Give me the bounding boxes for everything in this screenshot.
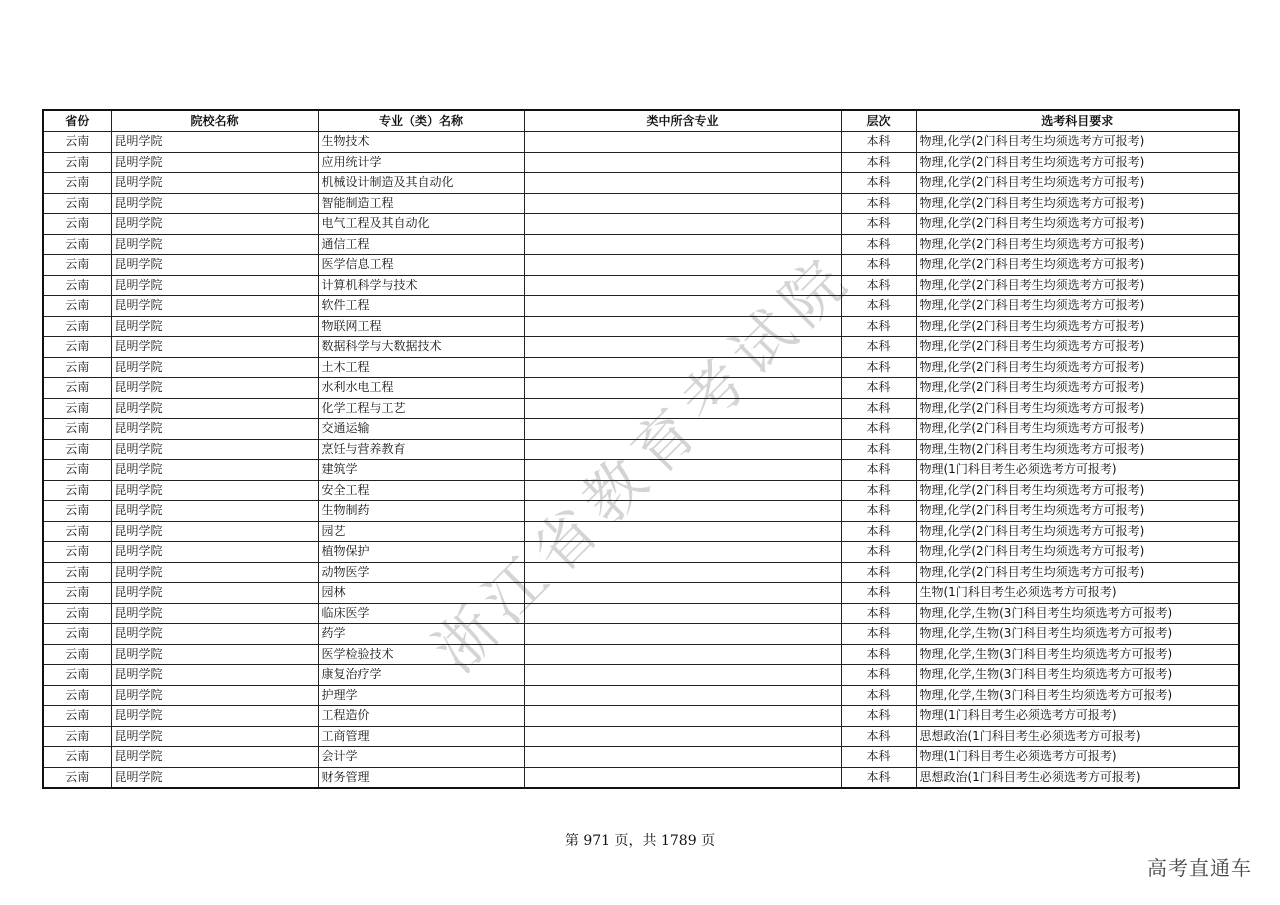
cell-province: 云南 xyxy=(43,685,111,706)
cell-province: 云南 xyxy=(43,706,111,727)
cell-sub-majors xyxy=(524,583,841,604)
cell-province: 云南 xyxy=(43,193,111,214)
cell-major: 建筑学 xyxy=(318,460,524,481)
table-row xyxy=(43,398,1239,419)
cell-level: 本科 xyxy=(841,132,916,153)
cell-sub-majors xyxy=(524,624,841,645)
cell-major: 生物技术 xyxy=(318,132,524,153)
table-row xyxy=(43,480,1239,501)
cell-major: 土木工程 xyxy=(318,357,524,378)
cell-sub-majors xyxy=(524,460,841,481)
cell-major: 水利水电工程 xyxy=(318,378,524,399)
cell-province: 云南 xyxy=(43,439,111,460)
cell-major: 财务管理 xyxy=(318,767,524,788)
cell-subject-requirement: 物理,化学,生物(3门科目考生均须选考方可报考) xyxy=(916,644,1239,665)
cell-province: 云南 xyxy=(43,214,111,235)
cell-province: 云南 xyxy=(43,665,111,686)
cell-subject-requirement: 物理,化学(2门科目考生均须选考方可报考) xyxy=(916,173,1239,194)
cell-province: 云南 xyxy=(43,726,111,747)
cell-sub-majors xyxy=(524,562,841,583)
cell-province: 云南 xyxy=(43,173,111,194)
cell-school: 昆明学院 xyxy=(111,706,318,727)
cell-major: 安全工程 xyxy=(318,480,524,501)
cell-subject-requirement: 物理,化学(2门科目考生均须选考方可报考) xyxy=(916,378,1239,399)
table-row xyxy=(43,132,1239,153)
cell-major: 园艺 xyxy=(318,521,524,542)
cell-school: 昆明学院 xyxy=(111,255,318,276)
cell-sub-majors xyxy=(524,173,841,194)
table-row xyxy=(43,501,1239,522)
cell-province: 云南 xyxy=(43,296,111,317)
cell-sub-majors xyxy=(524,767,841,788)
cell-province: 云南 xyxy=(43,501,111,522)
cell-subject-requirement: 物理,化学(2门科目考生均须选考方可报考) xyxy=(916,501,1239,522)
cell-subject-requirement: 物理,化学(2门科目考生均须选考方可报考) xyxy=(916,480,1239,501)
cell-sub-majors xyxy=(524,706,841,727)
table-row xyxy=(43,460,1239,481)
cell-level: 本科 xyxy=(841,767,916,788)
cell-subject-requirement: 物理,化学(2门科目考生均须选考方可报考) xyxy=(916,562,1239,583)
cell-school: 昆明学院 xyxy=(111,501,318,522)
cell-school: 昆明学院 xyxy=(111,624,318,645)
cell-level: 本科 xyxy=(841,296,916,317)
cell-major: 工程造价 xyxy=(318,706,524,727)
cell-major: 物联网工程 xyxy=(318,316,524,337)
cell-major: 通信工程 xyxy=(318,234,524,255)
table-row xyxy=(43,296,1239,317)
cell-subject-requirement: 物理,化学(2门科目考生均须选考方可报考) xyxy=(916,275,1239,296)
cell-school: 昆明学院 xyxy=(111,521,318,542)
cell-province: 云南 xyxy=(43,337,111,358)
cell-level: 本科 xyxy=(841,624,916,645)
cell-level: 本科 xyxy=(841,480,916,501)
table-row xyxy=(43,665,1239,686)
cell-sub-majors xyxy=(524,542,841,563)
cell-sub-majors xyxy=(524,480,841,501)
cell-subject-requirement: 物理,化学(2门科目考生均须选考方可报考) xyxy=(916,398,1239,419)
cell-level: 本科 xyxy=(841,603,916,624)
table-row xyxy=(43,337,1239,358)
watermark: 浙江省教育考试院 xyxy=(420,240,867,687)
cell-level: 本科 xyxy=(841,275,916,296)
cell-school: 昆明学院 xyxy=(111,439,318,460)
cell-major: 化学工程与工艺 xyxy=(318,398,524,419)
cell-subject-requirement: 物理,化学(2门科目考生均须选考方可报考) xyxy=(916,132,1239,153)
cell-major: 医学信息工程 xyxy=(318,255,524,276)
cell-school: 昆明学院 xyxy=(111,357,318,378)
cell-school: 昆明学院 xyxy=(111,193,318,214)
cell-school: 昆明学院 xyxy=(111,132,318,153)
cell-major: 智能制造工程 xyxy=(318,193,524,214)
cell-province: 云南 xyxy=(43,275,111,296)
cell-province: 云南 xyxy=(43,562,111,583)
cell-subject-requirement: 物理,化学(2门科目考生均须选考方可报考) xyxy=(916,337,1239,358)
cell-school: 昆明学院 xyxy=(111,726,318,747)
cell-subject-requirement: 物理,化学,生物(3门科目考生均须选考方可报考) xyxy=(916,665,1239,686)
cell-subject-requirement: 物理,化学,生物(3门科目考生均须选考方可报考) xyxy=(916,624,1239,645)
cell-subject-requirement: 物理,化学(2门科目考生均须选考方可报考) xyxy=(916,419,1239,440)
cell-level: 本科 xyxy=(841,234,916,255)
cell-school: 昆明学院 xyxy=(111,665,318,686)
cell-school: 昆明学院 xyxy=(111,480,318,501)
cell-level: 本科 xyxy=(841,583,916,604)
cell-major: 护理学 xyxy=(318,685,524,706)
cell-province: 云南 xyxy=(43,460,111,481)
cell-sub-majors xyxy=(524,726,841,747)
cell-sub-majors xyxy=(524,378,841,399)
table-row xyxy=(43,316,1239,337)
cell-sub-majors xyxy=(524,439,841,460)
header-school: 院校名称 xyxy=(111,110,318,132)
cell-school: 昆明学院 xyxy=(111,767,318,788)
cell-subject-requirement: 物理,化学,生物(3门科目考生均须选考方可报考) xyxy=(916,603,1239,624)
table-row xyxy=(43,378,1239,399)
cell-major: 园林 xyxy=(318,583,524,604)
cell-province: 云南 xyxy=(43,357,111,378)
cell-province: 云南 xyxy=(43,480,111,501)
cell-sub-majors xyxy=(524,132,841,153)
table-row xyxy=(43,767,1239,788)
cell-major: 机械设计制造及其自动化 xyxy=(318,173,524,194)
cell-level: 本科 xyxy=(841,316,916,337)
cell-school: 昆明学院 xyxy=(111,378,318,399)
cell-province: 云南 xyxy=(43,255,111,276)
cell-sub-majors xyxy=(524,296,841,317)
cell-level: 本科 xyxy=(841,152,916,173)
cell-sub-majors xyxy=(524,337,841,358)
cell-sub-majors xyxy=(524,275,841,296)
header-major: 专业（类）名称 xyxy=(318,110,524,132)
table-row xyxy=(43,726,1239,747)
cell-subject-requirement: 物理,化学(2门科目考生均须选考方可报考) xyxy=(916,296,1239,317)
cell-major: 康复治疗学 xyxy=(318,665,524,686)
table-row xyxy=(43,624,1239,645)
table-row xyxy=(43,255,1239,276)
table-row xyxy=(43,275,1239,296)
table-row xyxy=(43,583,1239,604)
cell-level: 本科 xyxy=(841,214,916,235)
cell-level: 本科 xyxy=(841,665,916,686)
cell-major: 动物医学 xyxy=(318,562,524,583)
cell-subject-requirement: 物理,化学(2门科目考生均须选考方可报考) xyxy=(916,214,1239,235)
cell-province: 云南 xyxy=(43,152,111,173)
cell-major: 工商管理 xyxy=(318,726,524,747)
cell-level: 本科 xyxy=(841,706,916,727)
cell-subject-requirement: 物理,化学(2门科目考生均须选考方可报考) xyxy=(916,255,1239,276)
cell-subject-requirement: 思想政治(1门科目考生必须选考方可报考) xyxy=(916,767,1239,788)
page-number: 第 971 页，共 1789 页 xyxy=(564,833,716,849)
cell-major: 医学检验技术 xyxy=(318,644,524,665)
cell-subject-requirement: 物理,化学(2门科目考生均须选考方可报考) xyxy=(916,234,1239,255)
cell-level: 本科 xyxy=(841,644,916,665)
cell-sub-majors xyxy=(524,501,841,522)
cell-sub-majors xyxy=(524,193,841,214)
cell-school: 昆明学院 xyxy=(111,562,318,583)
cell-subject-requirement: 生物(1门科目考生必须选考方可报考) xyxy=(916,583,1239,604)
cell-sub-majors xyxy=(524,214,841,235)
cell-major: 生物制药 xyxy=(318,501,524,522)
cell-province: 云南 xyxy=(43,378,111,399)
cell-province: 云南 xyxy=(43,542,111,563)
cell-school: 昆明学院 xyxy=(111,747,318,768)
cell-school: 昆明学院 xyxy=(111,173,318,194)
table-row xyxy=(43,173,1239,194)
cell-sub-majors xyxy=(524,316,841,337)
cell-school: 昆明学院 xyxy=(111,644,318,665)
cell-province: 云南 xyxy=(43,132,111,153)
header-subject-requirement: 选考科目要求 xyxy=(916,110,1239,132)
cell-school: 昆明学院 xyxy=(111,603,318,624)
cell-major: 电气工程及其自动化 xyxy=(318,214,524,235)
table-row xyxy=(43,193,1239,214)
cell-province: 云南 xyxy=(43,521,111,542)
brand-logo-text: 高考直通车 xyxy=(1147,856,1252,880)
cell-subject-requirement: 思想政治(1门科目考生必须选考方可报考) xyxy=(916,726,1239,747)
cell-school: 昆明学院 xyxy=(111,296,318,317)
cell-level: 本科 xyxy=(841,726,916,747)
cell-major: 会计学 xyxy=(318,747,524,768)
table-row xyxy=(43,562,1239,583)
cell-school: 昆明学院 xyxy=(111,685,318,706)
cell-school: 昆明学院 xyxy=(111,398,318,419)
cell-school: 昆明学院 xyxy=(111,152,318,173)
table-row xyxy=(43,152,1239,173)
table-row xyxy=(43,521,1239,542)
cell-level: 本科 xyxy=(841,460,916,481)
cell-school: 昆明学院 xyxy=(111,419,318,440)
cell-province: 云南 xyxy=(43,316,111,337)
cell-subject-requirement: 物理,化学(2门科目考生均须选考方可报考) xyxy=(916,357,1239,378)
cell-school: 昆明学院 xyxy=(111,316,318,337)
cell-level: 本科 xyxy=(841,193,916,214)
cell-subject-requirement: 物理,生物(2门科目考生均须选考方可报考) xyxy=(916,439,1239,460)
cell-sub-majors xyxy=(524,747,841,768)
cell-major: 烹饪与营养教育 xyxy=(318,439,524,460)
cell-province: 云南 xyxy=(43,603,111,624)
cell-level: 本科 xyxy=(841,542,916,563)
cell-level: 本科 xyxy=(841,398,916,419)
cell-school: 昆明学院 xyxy=(111,234,318,255)
table-header-row xyxy=(43,110,1239,132)
cell-school: 昆明学院 xyxy=(111,583,318,604)
cell-level: 本科 xyxy=(841,419,916,440)
table-row xyxy=(43,747,1239,768)
cell-subject-requirement: 物理,化学,生物(3门科目考生均须选考方可报考) xyxy=(916,685,1239,706)
cell-sub-majors xyxy=(524,234,841,255)
cell-subject-requirement: 物理,化学(2门科目考生均须选考方可报考) xyxy=(916,521,1239,542)
cell-major: 药学 xyxy=(318,624,524,645)
cell-province: 云南 xyxy=(43,767,111,788)
cell-level: 本科 xyxy=(841,747,916,768)
cell-sub-majors xyxy=(524,357,841,378)
header-sub-majors: 类中所含专业 xyxy=(524,110,841,132)
cell-sub-majors xyxy=(524,419,841,440)
cell-sub-majors xyxy=(524,521,841,542)
cell-sub-majors xyxy=(524,152,841,173)
cell-province: 云南 xyxy=(43,644,111,665)
cell-school: 昆明学院 xyxy=(111,460,318,481)
cell-sub-majors xyxy=(524,644,841,665)
cell-major: 交通运输 xyxy=(318,419,524,440)
cell-province: 云南 xyxy=(43,234,111,255)
cell-subject-requirement: 物理(1门科目考生必须选考方可报考) xyxy=(916,747,1239,768)
cell-sub-majors xyxy=(524,398,841,419)
cell-major: 应用统计学 xyxy=(318,152,524,173)
table-row xyxy=(43,357,1239,378)
cell-subject-requirement: 物理,化学(2门科目考生均须选考方可报考) xyxy=(916,152,1239,173)
cell-sub-majors xyxy=(524,255,841,276)
cell-major: 数据科学与大数据技术 xyxy=(318,337,524,358)
admission-requirements-table xyxy=(42,109,1240,789)
table-row xyxy=(43,542,1239,563)
cell-sub-majors xyxy=(524,603,841,624)
cell-province: 云南 xyxy=(43,583,111,604)
cell-subject-requirement: 物理(1门科目考生必须选考方可报考) xyxy=(916,460,1239,481)
cell-school: 昆明学院 xyxy=(111,542,318,563)
header-level: 层次 xyxy=(841,110,916,132)
cell-subject-requirement: 物理,化学(2门科目考生均须选考方可报考) xyxy=(916,316,1239,337)
cell-sub-majors xyxy=(524,685,841,706)
table-row xyxy=(43,439,1239,460)
cell-level: 本科 xyxy=(841,685,916,706)
cell-subject-requirement: 物理,化学(2门科目考生均须选考方可报考) xyxy=(916,193,1239,214)
cell-level: 本科 xyxy=(841,521,916,542)
cell-province: 云南 xyxy=(43,747,111,768)
cell-province: 云南 xyxy=(43,624,111,645)
cell-level: 本科 xyxy=(841,255,916,276)
cell-level: 本科 xyxy=(841,378,916,399)
table-row xyxy=(43,234,1239,255)
cell-province: 云南 xyxy=(43,419,111,440)
cell-level: 本科 xyxy=(841,501,916,522)
cell-subject-requirement: 物理(1门科目考生必须选考方可报考) xyxy=(916,706,1239,727)
cell-major: 植物保护 xyxy=(318,542,524,563)
cell-major: 软件工程 xyxy=(318,296,524,317)
table-row xyxy=(43,685,1239,706)
cell-level: 本科 xyxy=(841,337,916,358)
cell-sub-majors xyxy=(524,665,841,686)
cell-school: 昆明学院 xyxy=(111,337,318,358)
table-row xyxy=(43,419,1239,440)
cell-level: 本科 xyxy=(841,173,916,194)
cell-province: 云南 xyxy=(43,398,111,419)
header-province: 省份 xyxy=(43,110,111,132)
cell-school: 昆明学院 xyxy=(111,214,318,235)
cell-level: 本科 xyxy=(841,439,916,460)
cell-subject-requirement: 物理,化学(2门科目考生均须选考方可报考) xyxy=(916,542,1239,563)
cell-school: 昆明学院 xyxy=(111,275,318,296)
cell-major: 临床医学 xyxy=(318,603,524,624)
table-row xyxy=(43,603,1239,624)
cell-major: 计算机科学与技术 xyxy=(318,275,524,296)
table-row xyxy=(43,644,1239,665)
table-body xyxy=(43,132,1239,789)
cell-level: 本科 xyxy=(841,562,916,583)
table-row xyxy=(43,706,1239,727)
cell-level: 本科 xyxy=(841,357,916,378)
table-row xyxy=(43,214,1239,235)
